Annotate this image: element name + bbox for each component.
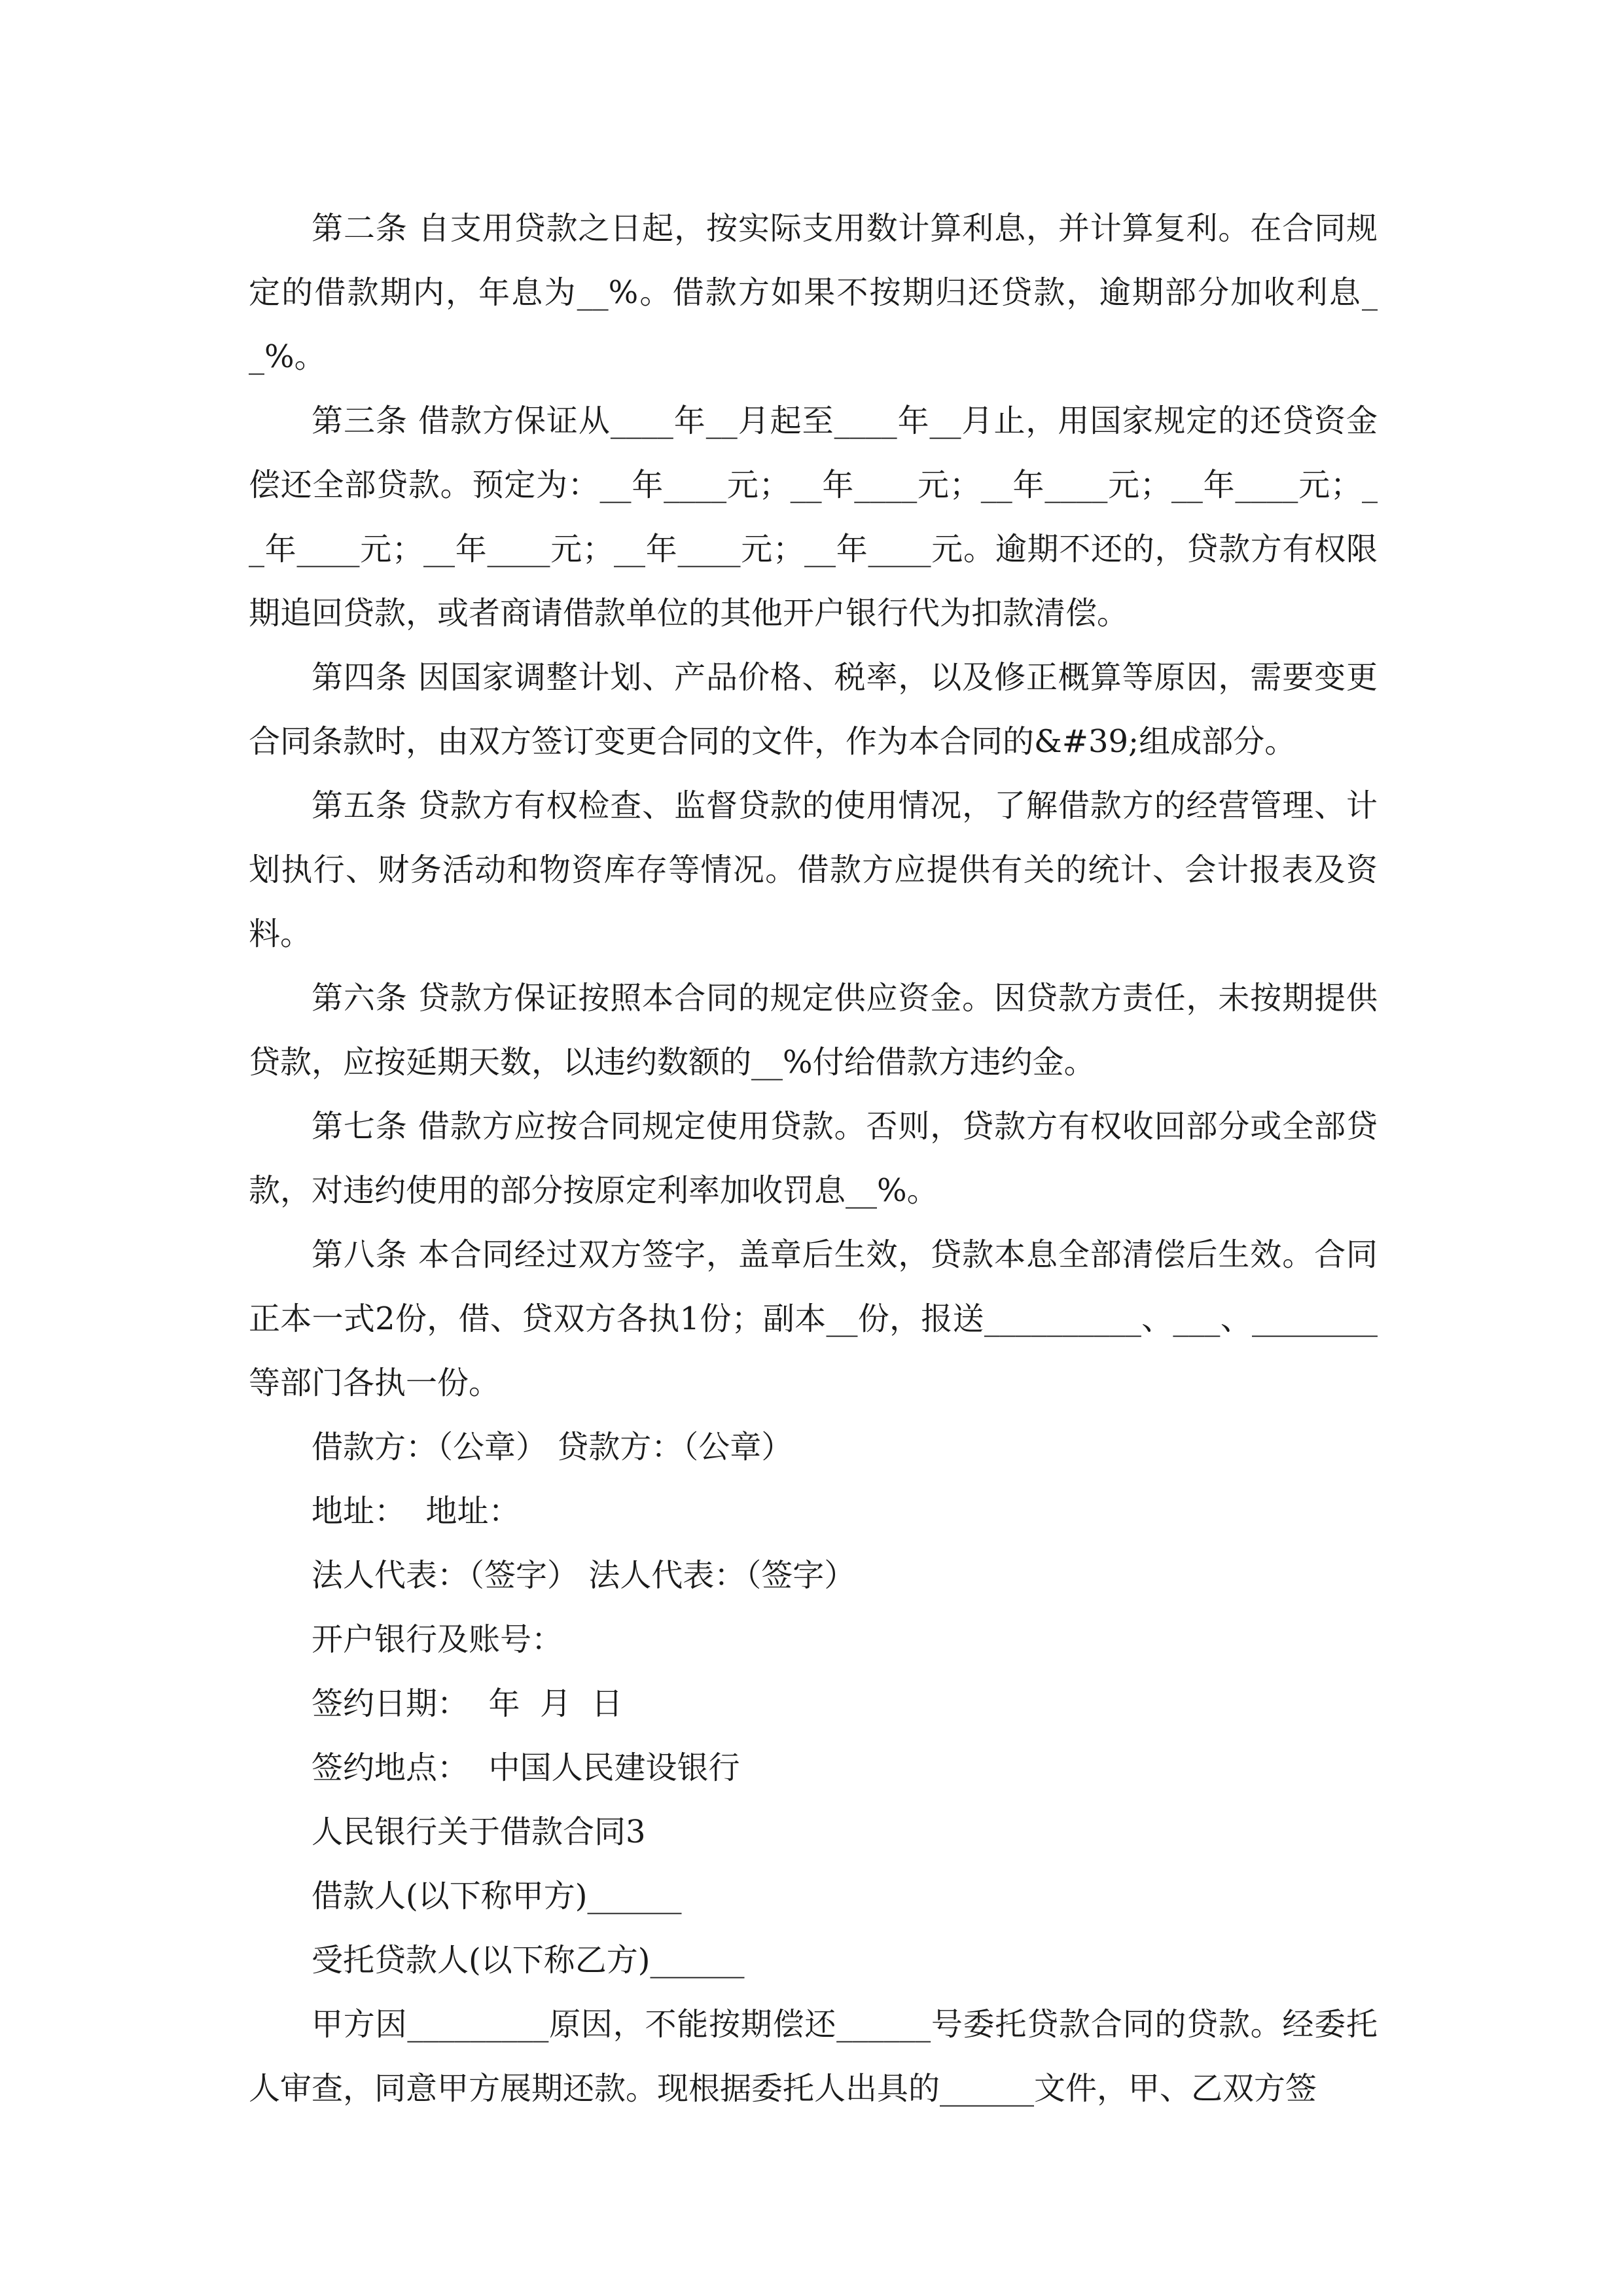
borrower-line: 借款人(以下称甲方)______ [312,1878,682,1914]
signature-legal-rep: 法人代表：（签字） 法人代表：（签字） [312,1557,856,1594]
article-3: 第三条 借款方保证从____年__月起至____年__月止，用国家规定的还贷资金偿还全部贷款。预定为：__年____元；__年____元；__年____元；__年____元；__年____元；__年____元；__年____元；__年____元。逾期不还的，贷款方有权限期追回贷款，或者商请借款单位的其他开户银行代为扣款清偿。 [249,403,1378,632]
signature-block [249,1415,1378,1800]
article-6: 第六条 贷款方保证按照本合同的规定供应资金。因贷款方责任，未按期提供贷款，应按延期天数，以违约数额的__%付给借款方违约金。 [249,980,1378,1081]
article-5: 第五条 贷款方有权检查、监督贷款的使用情况，了解借款方的经营管理、计划执行、财务活动和物资库存等情况。借款方应提供有关的统计、会计报表及资料。 [249,787,1378,952]
signature-bank-account: 开户银行及账号： [312,1621,563,1658]
signature-place: 签约地点： 中国人民建设银行 [312,1749,740,1786]
signature-address: 地址： 地址： [312,1493,520,1530]
section-3 [249,1800,1378,2121]
document-body [249,196,1378,2121]
article-8: 第八条 本合同经过双方签字，盖章后生效，贷款本息全部清偿后生效。合同正本一式2份，借、贷双方各执1份；副本__份，报送__________、___、________等部门各执一份。 [249,1236,1378,1401]
trustee-line: 受托贷款人(以下称乙方)______ [312,1942,745,1979]
section-3-heading: 人民银行关于借款合同3 [312,1814,646,1850]
article-4: 第四条 因国家调整计划、产品价格、税率，以及修正概算等原因，需要变更合同条款时，由双方签订变更合同的文件，作为本合同的&#39;组成部分。 [249,659,1378,760]
article-7: 第七条 借款方应按合同规定使用贷款。否则，贷款方有权收回部分或全部贷款，对违约使用的部分按原定利率加收罚息__%。 [249,1108,1378,1209]
signature-date: 签约日期： 年 月 日 [312,1685,623,1722]
article-2: 第二条 自支用贷款之日起，按实际支用数计算利息，并计算复利。在合同规定的借款期内，年息为__%。借款方如果不按期归还贷款，逾期部分加收利息__%。 [249,210,1378,375]
section-3-body: 甲方因_________原因，不能按期偿还______号委托贷款合同的贷款。经委托人审查，同意甲方展期还款。现根据委托人出具的______文件，甲、乙双方签 [249,2006,1378,2107]
signature-parties: 借款方：（公章） 贷款方：（公章） [312,1429,793,1465]
